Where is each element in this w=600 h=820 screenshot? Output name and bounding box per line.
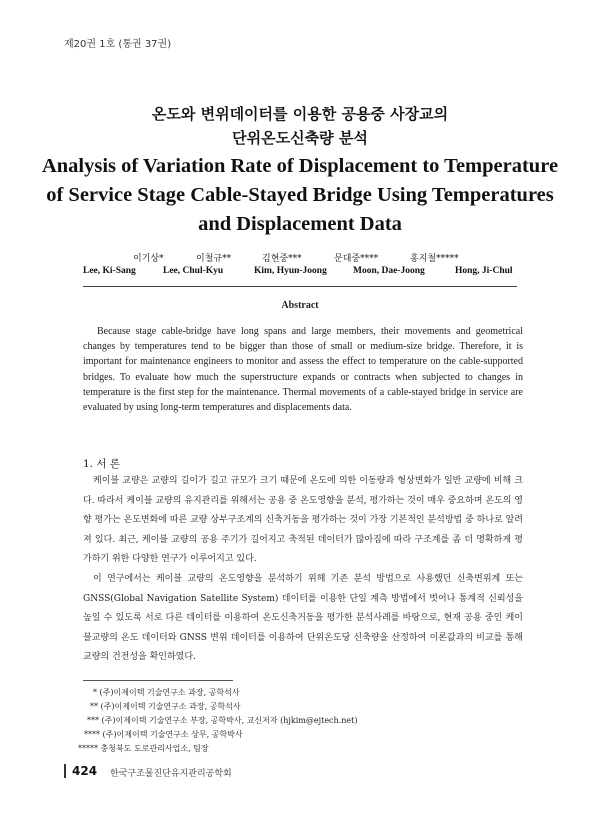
- footnote: ***** 충청북도 도로관리사업소, 팀장: [78, 744, 209, 753]
- author-english-name: Hong, Ji-Chul: [455, 266, 513, 276]
- english-title-line-3: and Displacement Data: [198, 213, 402, 235]
- footnote-divider: [83, 680, 233, 681]
- body-paragraph: 이 연구에서는 케이블 교량의 온도영향을 분석하기 위해 기존 분석 방법으로 사용했던 신축변위계 또는 GNSS(Global Navigation Satellite System) 데이터를 이용한 단일 계측 방법에서 벗어나 통계적 신뢰성을 높일 수 있도록 서로 다른 데이터를 이용하여 온도신축거동을 평가한 분석사례를 바탕으로, 현재 공용 중인 케이블교량의 온도 데이터와 GNSS 변위 데이터를 이용하여 단위온도당 신축량을 산정하여 이론값과의 비교를 통해 교량의 건전성을 확인하였다.: [83, 574, 523, 662]
- footnote: *** (주)이제이텍 기술연구소 부장, 공학박사, 교신저자 (hjkim@ejtech.net): [87, 716, 358, 725]
- author-korean-name: 이기상*: [133, 254, 164, 264]
- body-paragraph: 케이블 교량은 교량의 길이가 길고 규모가 크기 때문에 온도에 의한 이동량과 형상변화가 일반 교량에 비해 크다. 따라서 케이블 교량의 유지관리를 위해서는 공용 중 온도영향을 분석, 평가하는 것이 매우 중요하며 온도의 영향 평가는 온도변화에 따른 교량 상부구조계의 신축거동을 평가하는 것이 가장 기본적인 분석방법 중 하나로 알려져 있다. 최근, 케이블 교량의 공용 주기가 길어지고 축적된 데이터가 많아짐에 따라 구조계를 좀 더 명확하게 평가하기 위한 다양한 연구가 이루어지고 있다.: [83, 476, 523, 564]
- author-korean-name: 김현중***: [262, 254, 302, 264]
- korean-title-line-2: 단위온도신축량 분석: [232, 129, 368, 147]
- author-divider: [83, 286, 517, 287]
- korean-title-line-1: 온도와 변위데이터를 이용한 공용중 사장교의: [151, 105, 449, 123]
- footnote: * (주)이제이텍 기술연구소 과장, 공학석사: [93, 688, 240, 697]
- english-title-line-2: of Service Stage Cable-Stayed Bridge Using Temperatures: [46, 184, 554, 206]
- footnote: ** (주)이제이텍 기술연구소 과장, 공학석사: [90, 702, 241, 711]
- journal-issue-header: 제20권 1호 (통권 37권): [64, 39, 172, 50]
- author-english-name: Moon, Dae-Joong: [353, 266, 425, 276]
- abstract-heading: Abstract: [281, 300, 319, 311]
- english-title-line-1: Analysis of Variation Rate of Displacement to Temperature: [41, 155, 559, 177]
- journal-name: 한국구조물진단유지관리공학회: [110, 769, 232, 779]
- page-number-bar: [64, 764, 66, 778]
- section-heading-introduction: 1. 서 론: [83, 458, 120, 470]
- author-korean-name: 홍지철*****: [410, 254, 459, 264]
- author-english-name: Kim, Hyun-Joong: [254, 266, 327, 276]
- author-english-name: Lee, Ki-Sang: [83, 266, 136, 276]
- author-english-name: Lee, Chul-Kyu: [163, 266, 224, 276]
- footnote: **** (주)이제이텍 기술연구소 상무, 공학박사: [84, 730, 243, 739]
- page-number: 424: [72, 764, 98, 778]
- author-korean-name: 이철규**: [196, 254, 232, 264]
- abstract-text: Because stage cable-bridge have long spans and large members, their movements and geometrical changes by temperatures tend to be bigger than those of small or medium-size bridge. Therefore, it is important for maintenance engineers to monitor and assess the effect to temperature on the cable-supported bridges. To evaluate how much the superstructure expands or contracts when subjected to changes in temperature is the first step for the maintenance. Thermal movements of a cable-stayed bridge in service are evaluated by using long-term temperatures and displacements data.: [83, 326, 523, 414]
- author-korean-name: 문대중****: [334, 254, 379, 264]
